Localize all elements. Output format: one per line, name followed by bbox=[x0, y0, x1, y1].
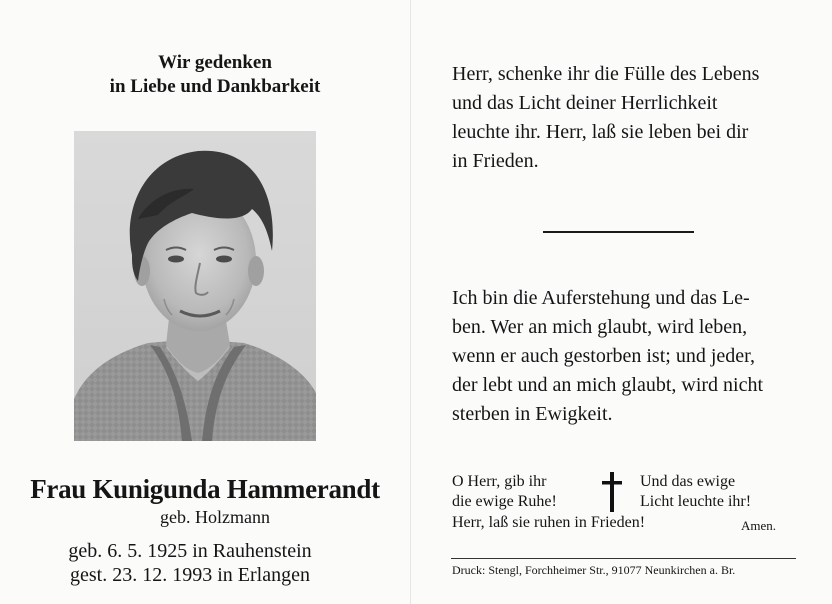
cross-icon bbox=[601, 472, 623, 512]
portrait-image bbox=[74, 131, 316, 441]
left-panel bbox=[0, 0, 410, 604]
deceased-name: Frau Kunigunda Hammerandt bbox=[30, 474, 380, 504]
prayer-bottom-line: Herr, laß sie ruhen in Frieden! bbox=[452, 514, 646, 531]
verse-1-line: und das Licht deiner Herrlichkeit bbox=[452, 92, 718, 114]
birth-date: geb. 6. 5. 1925 in Rauhenstein bbox=[68, 540, 312, 562]
verse-2-line: sterben in Ewigkeit. bbox=[452, 403, 613, 425]
prayer-right-line-1: Und das ewige bbox=[640, 473, 736, 490]
verse-1-line: in Frieden. bbox=[452, 150, 539, 172]
right-panel bbox=[411, 0, 832, 604]
verse-1-line: leuchte ihr. Herr, laß sie leben bei dir bbox=[452, 121, 749, 143]
verse-2-line: ben. Wer an mich glaubt, wird leben, bbox=[452, 316, 748, 338]
heading-line-1: Wir gedenken bbox=[158, 52, 272, 73]
verse-2-line: Ich bin die Auferstehung und das Le- bbox=[452, 287, 750, 309]
death-date: gest. 23. 12. 1993 in Erlangen bbox=[70, 564, 310, 586]
printer-imprint: Druck: Stengl, Forchheimer Str., 91077 Neunkirchen a. Br. bbox=[452, 563, 736, 577]
prayer-right-line-2: Licht leuchte ihr! bbox=[640, 493, 752, 510]
footer-rule bbox=[451, 558, 796, 559]
heading-line-2: in Liebe und Dankbarkeit bbox=[109, 76, 321, 97]
verse-2-line: wenn er auch gestorben ist; und jeder, bbox=[452, 345, 755, 367]
divider-line bbox=[543, 231, 694, 233]
portrait-photo bbox=[74, 131, 316, 441]
prayer-left-line-1: O Herr, gib ihr bbox=[452, 473, 547, 490]
verse-2-line: der lebt und an mich glaubt, wird nicht bbox=[452, 374, 764, 396]
verse-1-line: Herr, schenke ihr die Fülle des Lebens bbox=[452, 63, 760, 85]
prayer-left-line-2: die ewige Ruhe! bbox=[452, 493, 557, 510]
maiden-name: geb. Holzmann bbox=[160, 507, 270, 527]
amen-text: Amen. bbox=[741, 518, 777, 533]
